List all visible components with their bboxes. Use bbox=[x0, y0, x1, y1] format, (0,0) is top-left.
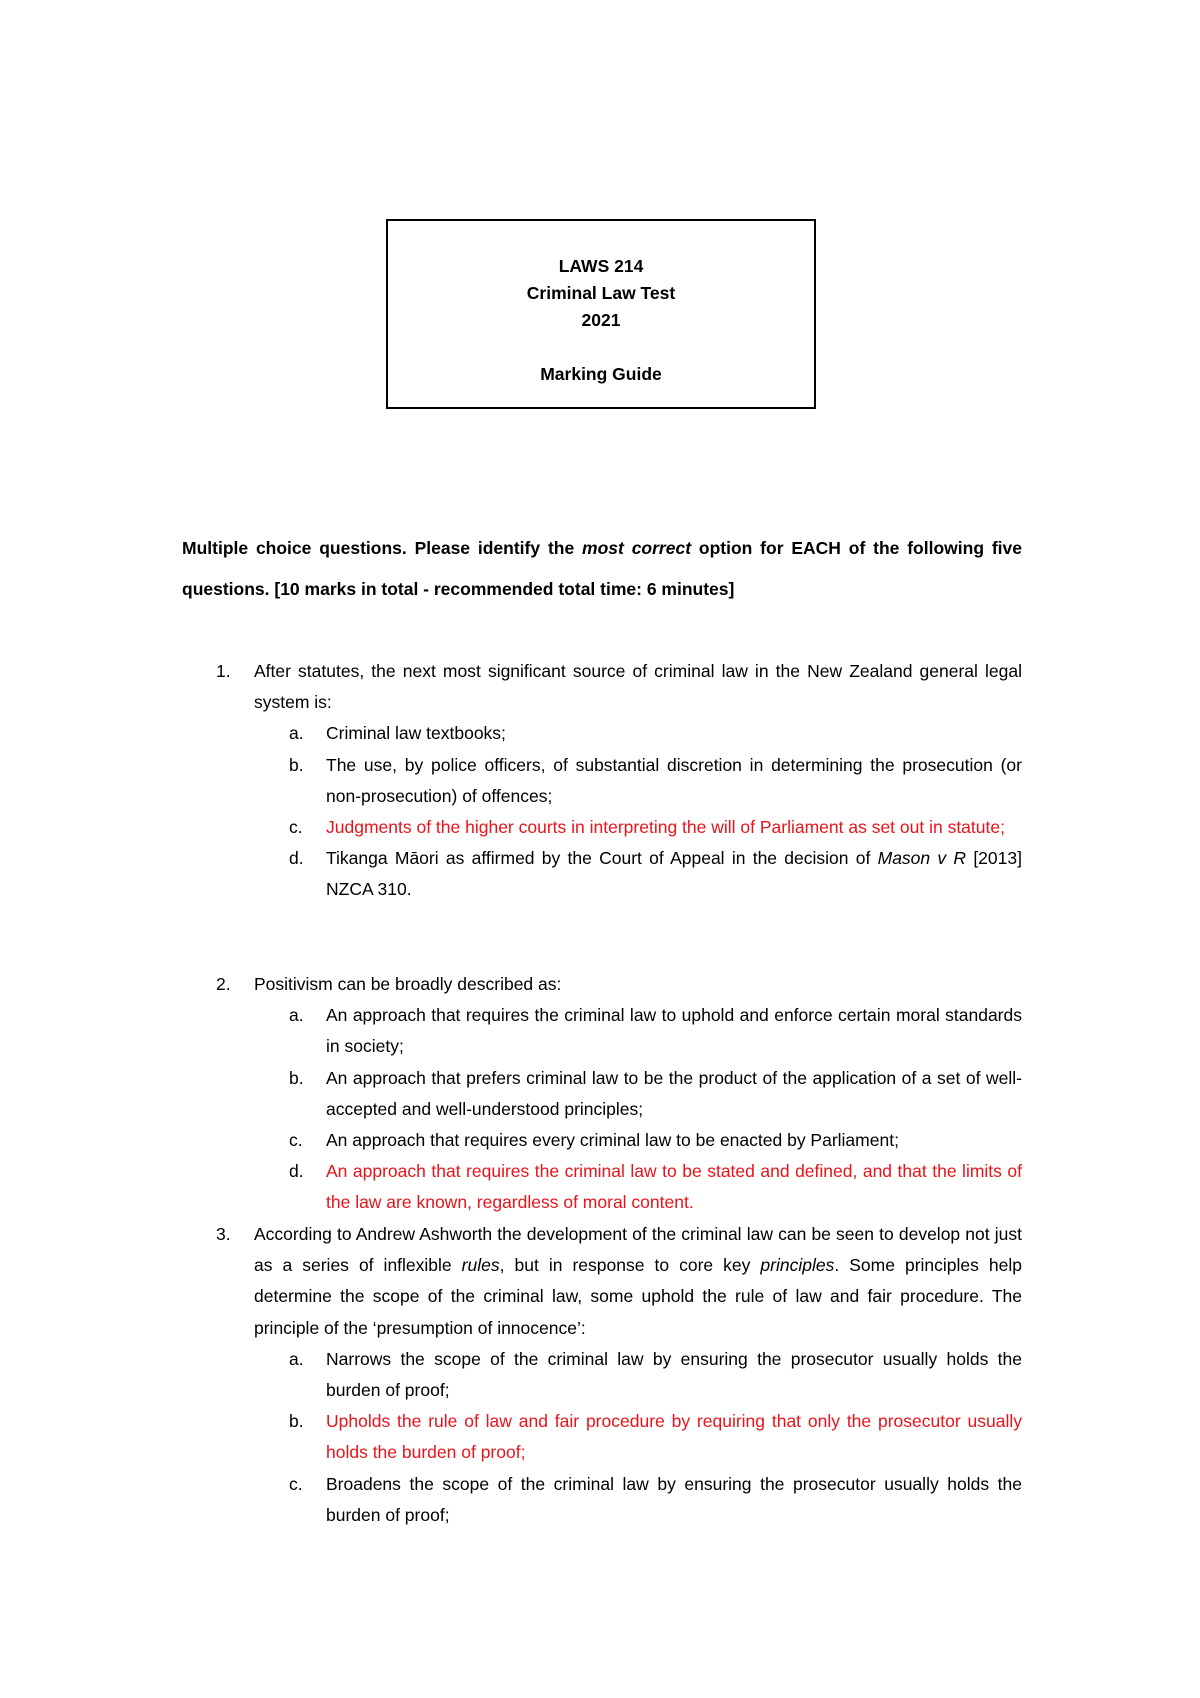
option-a bbox=[254, 1344, 1022, 1406]
question-3 bbox=[182, 1219, 1022, 1531]
course-code: LAWS 214 bbox=[558, 256, 644, 276]
option-letter: a. bbox=[289, 1005, 304, 1026]
option-text: Narrows the scope of the criminal law by ensuring the prosecutor usually holds the burden of proof; bbox=[326, 1348, 1022, 1401]
option-text-pre: Tikanga Māori as affirmed by the Court of Appeal in the decision of bbox=[326, 848, 878, 869]
option-text: Criminal law textbooks; bbox=[326, 723, 506, 744]
option-letter: a. bbox=[289, 1348, 304, 1369]
option-letter: d. bbox=[289, 848, 304, 869]
instructions bbox=[182, 528, 1022, 610]
option-letter: d. bbox=[289, 1161, 304, 1182]
option-letter: c. bbox=[289, 817, 303, 838]
question-number: 1. bbox=[216, 661, 231, 681]
option-text: An approach that requires the criminal law to uphold and enforce certain moral standards in society; bbox=[326, 1005, 1022, 1057]
option-b-correct bbox=[254, 1406, 1022, 1468]
option-text-post: [2013] NZCA 310. bbox=[326, 848, 1022, 900]
test-year: 2021 bbox=[581, 310, 621, 330]
question-text bbox=[254, 1219, 1022, 1344]
option-c-correct bbox=[254, 812, 1022, 843]
option-letter: b. bbox=[289, 1411, 304, 1432]
marking-guide-label: Marking Guide bbox=[540, 364, 662, 384]
option-letter: b. bbox=[289, 754, 304, 775]
question-1 bbox=[182, 656, 1022, 906]
emphasis-rules: rules bbox=[461, 1255, 500, 1276]
option-text: An approach that requires every criminal law to be enacted by Parliament; bbox=[326, 1130, 899, 1151]
option-a bbox=[254, 1000, 1022, 1062]
option-letter: b. bbox=[289, 1067, 304, 1088]
option-d-correct bbox=[254, 1156, 1022, 1218]
test-name: Criminal Law Test bbox=[526, 283, 676, 303]
option-c bbox=[254, 1469, 1022, 1531]
instructions-text-1: Multiple choice questions. Please identify the bbox=[182, 538, 583, 558]
option-b bbox=[254, 1063, 1022, 1125]
option-text: The use, by police officers, of substantial discretion in determining the prosecution (or non-prosecution) of offences; bbox=[326, 754, 1022, 806]
option-b bbox=[254, 750, 1022, 812]
option-letter: c. bbox=[289, 1473, 303, 1494]
emphasis-principles: principles bbox=[760, 1255, 835, 1276]
option-d bbox=[254, 843, 1022, 905]
question-text: Positivism can be broadly described as: bbox=[254, 974, 562, 994]
option-letter: c. bbox=[289, 1130, 303, 1151]
question-text-post: . Some principles help determine the scope of the criminal law, some uphold the rule of law and fair procedure. The principle of the ‘presumption of innocence’: bbox=[254, 1255, 1022, 1338]
case-name: Mason v R bbox=[877, 848, 967, 869]
correct-answer-text: Upholds the rule of law and fair procedure by requiring that only the prosecutor usually holds the burden of proof; bbox=[326, 1411, 1022, 1463]
question-number: 3. bbox=[216, 1224, 231, 1244]
title-box bbox=[386, 219, 816, 409]
option-letter: a. bbox=[289, 723, 304, 744]
option-text: Broadens the scope of the criminal law by ensuring the prosecutor usually holds the burden of proof; bbox=[326, 1473, 1022, 1525]
instructions-emphasis: most correct bbox=[582, 538, 692, 558]
option-a bbox=[254, 718, 1022, 749]
option-text: An approach that prefers criminal law to be the product of the application of a set of well-accepted and well-understood principles; bbox=[326, 1067, 1022, 1119]
correct-answer-text: Judgments of the higher courts in interpreting the will of Parliament as set out in statute; bbox=[326, 817, 1005, 838]
question-number: 2. bbox=[216, 974, 231, 994]
correct-answer-text: An approach that requires the criminal law to be stated and defined, and that the limits of the law are known, regardless of moral content. bbox=[326, 1161, 1022, 1213]
question-text: After statutes, the next most significant source of criminal law in the New Zealand general legal system is: bbox=[254, 661, 1022, 713]
question-text-mid: , but in response to core key bbox=[499, 1255, 761, 1276]
question-2 bbox=[182, 969, 1022, 1219]
option-c bbox=[254, 1125, 1022, 1156]
instructions-text-2: option for EACH of the following five questions. [10 marks in total - recommended total time: 6 minutes] bbox=[182, 538, 1023, 599]
question-text-pre: According to Andrew Ashworth the development of the criminal law can be seen to develop not just as a series of inflexible bbox=[254, 1224, 1022, 1276]
